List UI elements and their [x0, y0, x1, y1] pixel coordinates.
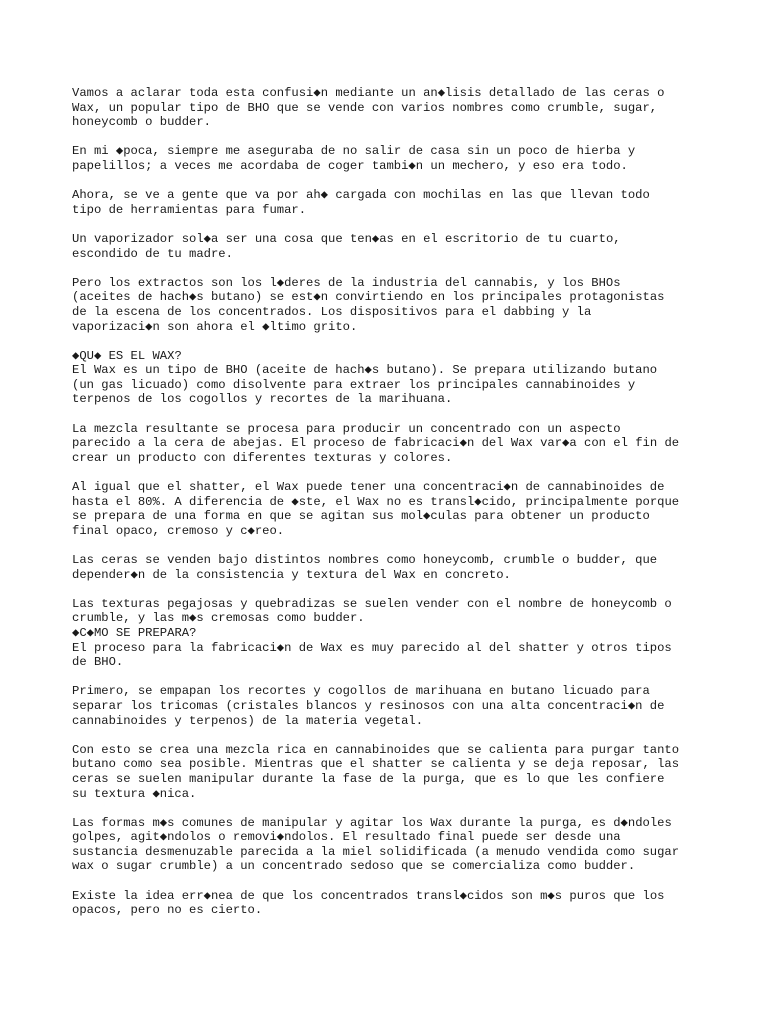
paragraph-que-es-el-wax: ◆QU◆ ES EL WAX? El Wax es un tipo de BHO (aceite de hach◆s butano). Se prepara utilizando butano (un gas licuado) como disolvente para extraer los principales cannabinoides y terpenos de los cogollos y recortes de la marihuana.	[72, 348, 658, 407]
paragraph-vaporizador: Un vaporizador sol◆a ser una cosa que ten◆as en el escritorio de tu cuarto, escondido de tu madre.	[72, 231, 621, 261]
paragraph-intro: Vamos a aclarar toda esta confusi◆n mediante un an◆lisis detallado de las ceras o Wax, un popular tipo de BHO que se vende con varios nombres como crumble, sugar, honeycomb o budder.	[72, 86, 665, 130]
paragraph-ahora: Ahora, se ve a gente que va por ah◆ cargada con mochilas en las que llevan todo tipo de herramientas para fumar.	[72, 188, 650, 217]
paragraph-primero: Primero, se empapan los recortes y cogollos de marihuana en butano licuado para separar los tricomas (cristales blancos y resinosos con una alta concentraci◆n de cannabinoides y terpenos) de la materia vegetal.	[72, 684, 665, 728]
document-body	[72, 86, 712, 918]
paragraph-nombres: Las ceras se venden bajo distintos nombres como honeycomb, crumble o budder, que depender◆n de la consistencia y textura del Wax en concreto.	[72, 553, 658, 582]
paragraph-mi-epoca: En mi ◆poca, siempre me aseguraba de no salir de casa sin un poco de hierba y papelillos; a veces me acordaba de coger tambi◆n un mechero, y eso era todo.	[72, 144, 636, 173]
paragraph-texturas-como-se-prepara: Las texturas pegajosas y quebradizas se suelen vender con el nombre de honeycomb o crumble, y las m◆s cremosas como budder. ◆C◆MO SE PREPARA? El proceso para la fabricaci◆n de Wax es muy parecido al del shatter y otros tipos de BHO.	[72, 596, 672, 670]
paragraph-mezcla-resultante: La mezcla resultante se procesa para producir un concentrado con un aspecto parecido a la cera de abejas. El proceso de fabricaci◆n del Wax var◆a con el fin de crear un producto con diferentes texturas y colores.	[72, 421, 680, 465]
paragraph-formas-manipular: Las formas m◆s comunes de manipular y agitar los Wax durante la purga, es d◆ndoles golpes, agit◆ndolos o removi◆ndolos. El resultado final puede ser desde una sustancia desmenuzable parecida a la miel solidificada (a menudo vendida como sugar wax o sugar crumble) a un concentrado sedoso que se comercializa como budder.	[72, 815, 680, 874]
paragraph-extractos: Pero los extractos son los l◆deres de la industria del cannabis, y los BHOs (aceites de hach◆s butano) se est◆n convirtiendo en los principales protagonistas de la escena de los concentrados. Los dispositivos para el dabbing y la vaporizaci◆n son ahora el ◆ltimo grito.	[72, 275, 665, 334]
paragraph-purga: Con esto se crea una mezcla rica en cannabinoides que se calienta para purgar tanto butano como sea posible. Mientras que el shatter se calienta y se deja reposar, las ceras se suelen manipular durante la fase de la purga, que es lo que les confiere su textura ◆nica.	[72, 742, 680, 801]
paragraph-shatter-comparison: Al igual que el shatter, el Wax puede tener una concentraci◆n de cannabinoides de hasta el 80%. A diferencia de ◆ste, el Wax no es transl◆cido, principalmente porque se prepara de una forma en que se agitan sus mol◆culas para obtener un producto final opaco, cremoso y c◆reo.	[72, 480, 680, 538]
paragraph-idea-erronea: Existe la idea err◆nea de que los concentrados transl◆cidos son m◆s puros que los opacos, pero no es cierto.	[72, 888, 665, 918]
